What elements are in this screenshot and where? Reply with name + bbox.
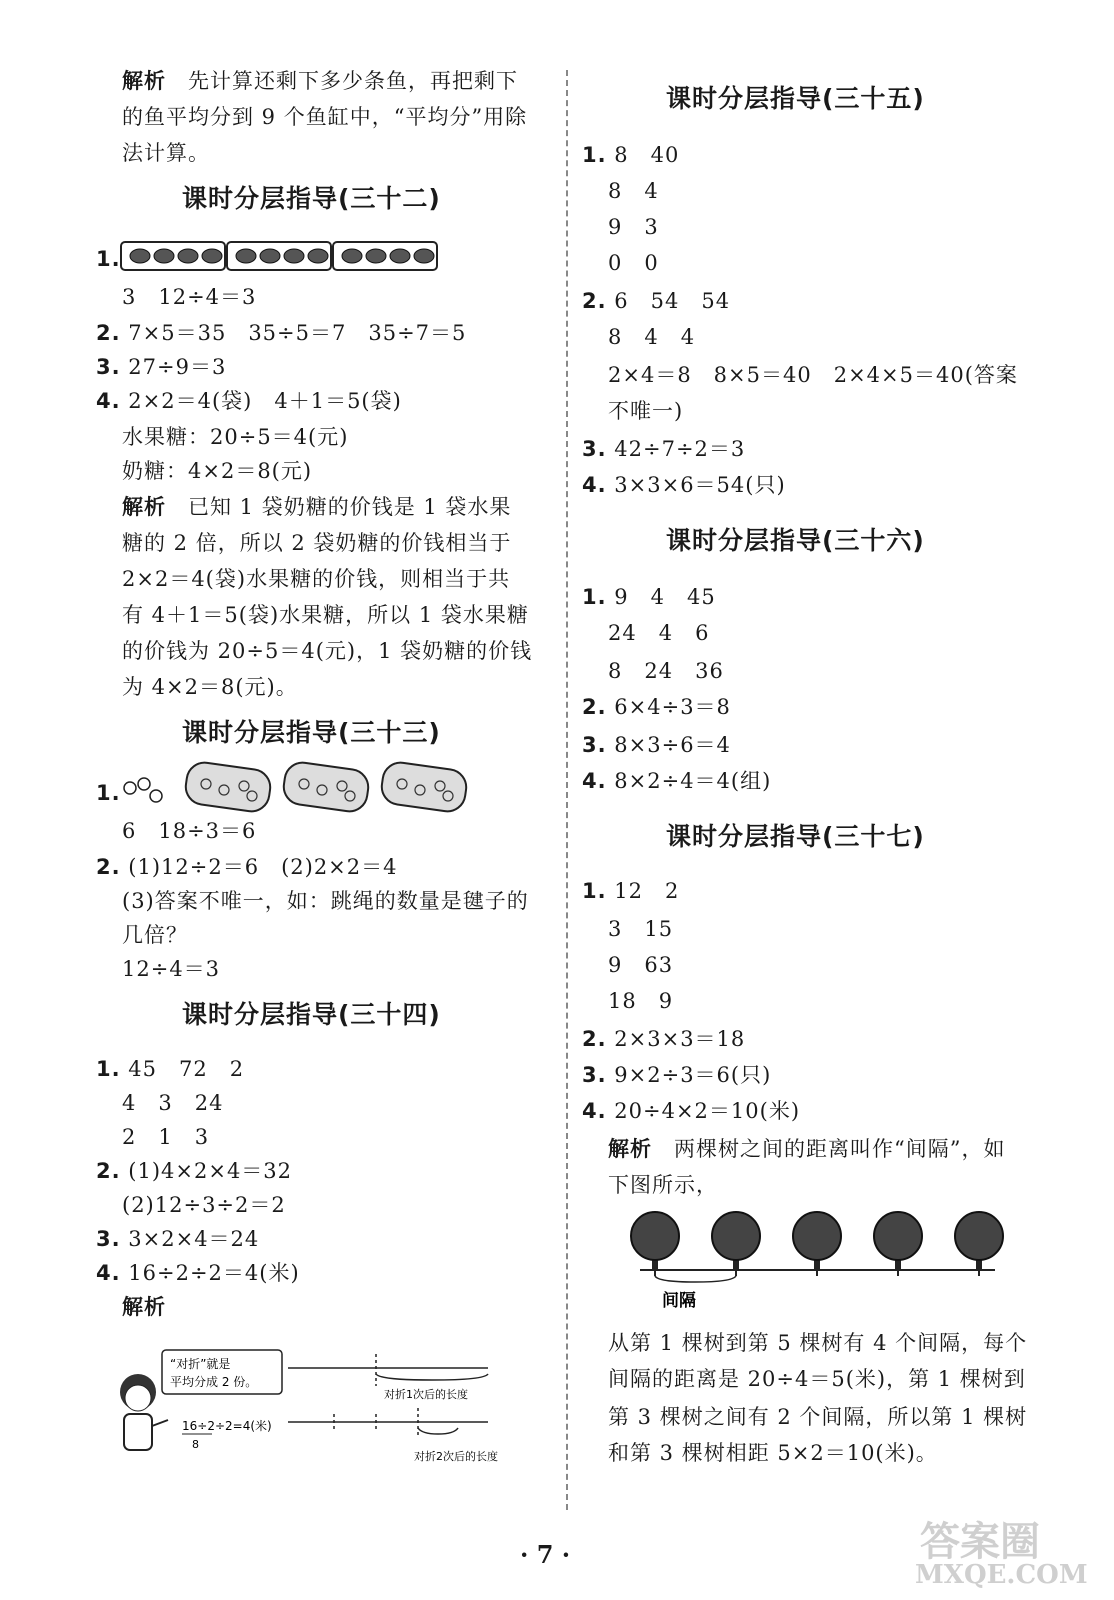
tree-2: [712, 1212, 760, 1270]
s35-q2-line-2: 8 4 4: [608, 325, 696, 349]
formula: [182, 1418, 272, 1451]
column-divider: [566, 70, 568, 1510]
s34-analysis-label: 解析: [122, 1295, 166, 1319]
s37-q3: 3. 9×2÷3＝6(只): [582, 1063, 772, 1087]
fold-2-label: 对折2次后的长度: [414, 1450, 498, 1463]
s34-q4: 4. 16÷2÷2＝4(米): [96, 1261, 300, 1285]
section-title-36: 课时分层指导(三十六): [666, 526, 925, 555]
s32-q4: 4. 2×2＝4(袋) 4＋1＝5(袋): [96, 389, 402, 413]
watermark-url: MXQE.COM: [915, 1560, 1088, 1590]
s34-q3: 3. 3×2×4＝24: [96, 1227, 260, 1251]
s33-q2-line-d: 12÷4＝3: [122, 957, 221, 981]
tree-5: [955, 1212, 1003, 1270]
s36-q3: 3. 8×3÷6＝4: [582, 733, 731, 757]
tree-1: [631, 1212, 679, 1270]
s35-q2: 2. 6 54 54: [582, 289, 731, 313]
s34-q1-line-3: 2 1 3: [122, 1125, 210, 1149]
rope-fold-1: [288, 1354, 488, 1386]
watermark-logo: 答案圈: [920, 1518, 1040, 1565]
intro-line-3: 法计算。: [122, 141, 210, 165]
s37-q2: 2. 2×3×3＝18: [582, 1027, 746, 1051]
section-title-32: 课时分层指导(三十二): [182, 184, 441, 213]
s36-q4: 4. 8×2÷4＝4(组): [582, 769, 772, 793]
s32-analysis-5: 的价钱为 20÷5＝4(元)，1 袋奶糖的价钱: [122, 639, 533, 663]
s35-q4: 4. 3×3×6＝54(只): [582, 473, 786, 497]
s36-q1-line-3: 8 24 36: [608, 659, 724, 683]
s35-q1: 1. 8 40: [582, 143, 680, 167]
fish-groups-figure: [120, 240, 440, 274]
ground-line: [640, 1264, 995, 1276]
tree-3: [793, 1212, 841, 1270]
tree-4: [874, 1212, 922, 1270]
s32-q2: 2. 7×5＝35 35÷5＝7 35÷7＝5: [96, 321, 467, 345]
s32-q1-answer: 3 12÷4＝3: [122, 285, 257, 309]
s36-q1: 1. 9 4 45: [582, 585, 716, 609]
s37-analysis-4: 间隔的距离是 20÷4＝5(米)，第 1 棵树到: [608, 1367, 1026, 1391]
s32-analysis-3: 2×2＝4(袋)水果糖的价钱，则相当于共: [122, 567, 511, 591]
s32-analysis-4: 有 4＋1＝5(袋)水果糖，所以 1 袋水果糖: [122, 603, 529, 627]
intro-line-2: 的鱼平均分到 9 个鱼缸中，“平均分”用除: [122, 105, 528, 129]
s32-analysis-1: 解析 已知 1 袋奶糖的价钱是 1 袋水果: [122, 495, 512, 519]
bubble-line-1: “对折”就是: [170, 1357, 231, 1371]
s32-q4-line-b: 水果糖：20÷5＝4(元): [122, 425, 349, 449]
chicks-groups-figure: [120, 760, 470, 814]
s33-q2-line-b: (3)答案不唯一，如：跳绳的数量是毽子的: [122, 889, 529, 913]
svg-text:8: 8: [192, 1438, 199, 1451]
bubble-line-2: 平均分成 2 份。: [170, 1375, 258, 1389]
s34-q2-line-b: (2)12÷3÷2＝2: [122, 1193, 286, 1217]
folding-rope-figure: [108, 1340, 528, 1480]
s35-q1-line-2: 8 4: [608, 179, 659, 203]
s37-analysis-5: 第 3 棵树之间有 2 个间隔，所以第 1 棵树: [608, 1405, 1028, 1429]
s32-analysis-6: 为 4×2＝8(元)。: [122, 675, 298, 699]
page-number: · 7 ·: [520, 1540, 571, 1569]
s36-q2: 2. 6×4÷3＝8: [582, 695, 731, 719]
svg-text:16÷2÷2=4(米): 16÷2÷2=4(米): [182, 1419, 272, 1433]
s33-q1-answer: 6 18÷3＝6: [122, 819, 257, 843]
s33-q2: 2. (1)12÷2＝6 (2)2×2＝4: [96, 855, 398, 879]
child-illustration: [120, 1374, 168, 1450]
s35-q1-line-3: 9 3: [608, 215, 659, 239]
intro-line-1: 解析 先计算还剩下多少条鱼，再把剩下: [122, 69, 518, 93]
s35-q2-line-3: 2×4＝8 8×5＝40 2×4×5＝40(答案: [608, 363, 1018, 387]
interval-label: 间隔: [662, 1291, 696, 1311]
s34-q1: 1. 45 72 2: [96, 1057, 245, 1081]
speech-bubble: [162, 1350, 282, 1394]
s32-analysis-2: 糖的 2 倍，所以 2 袋奶糖的价钱相当于: [122, 531, 512, 555]
s33-q2-line-c: 几倍？: [122, 923, 188, 947]
s35-q3: 3. 42÷7÷2＝3: [582, 437, 746, 461]
s35-q1-line-4: 0 0: [608, 251, 659, 275]
s37-analysis-2: 下图所示，: [608, 1173, 718, 1197]
loose-chicks: [124, 778, 162, 802]
s37-analysis-6: 和第 3 棵树相距 5×2＝10(米)。: [608, 1441, 938, 1465]
interval-brace: [655, 1276, 736, 1282]
s36-q1-line-2: 24 4 6: [608, 621, 710, 645]
section-title-33: 课时分层指导(三十三): [182, 718, 441, 747]
s37-q1: 1. 12 2: [582, 879, 680, 903]
q-number: 1.: [96, 247, 121, 271]
s37-q1-line-4: 18 9: [608, 989, 674, 1013]
section-title-35: 课时分层指导(三十五): [666, 84, 925, 113]
section-title-34: 课时分层指导(三十四): [182, 1000, 441, 1029]
s37-analysis-1: 解析 两棵树之间的距离叫作“间隔”，如: [608, 1137, 1006, 1161]
s32-q3: 3. 27÷9＝3: [96, 355, 227, 379]
s37-analysis-3: 从第 1 棵树到第 5 棵树有 4 个间隔，每个: [608, 1331, 1028, 1355]
s34-q2: 2. (1)4×2×4＝32: [96, 1159, 293, 1183]
trees-interval-figure: [620, 1206, 1040, 1316]
s32-q4-line-c: 奶糖：4×2＝8(元): [122, 459, 313, 483]
rope-fold-2: [288, 1408, 488, 1436]
s37-q4: 4. 20÷4×2＝10(米): [582, 1099, 801, 1123]
fold-1-label: 对折1次后的长度: [384, 1388, 468, 1401]
s37-q1-line-3: 9 63: [608, 953, 674, 977]
q-number: 1.: [96, 781, 121, 805]
s34-q1-line-2: 4 3 24: [122, 1091, 224, 1115]
section-title-37: 课时分层指导(三十七): [666, 822, 925, 851]
s35-q2-line-4: 不唯一): [608, 399, 684, 423]
s37-q1-line-2: 3 15: [608, 917, 674, 941]
